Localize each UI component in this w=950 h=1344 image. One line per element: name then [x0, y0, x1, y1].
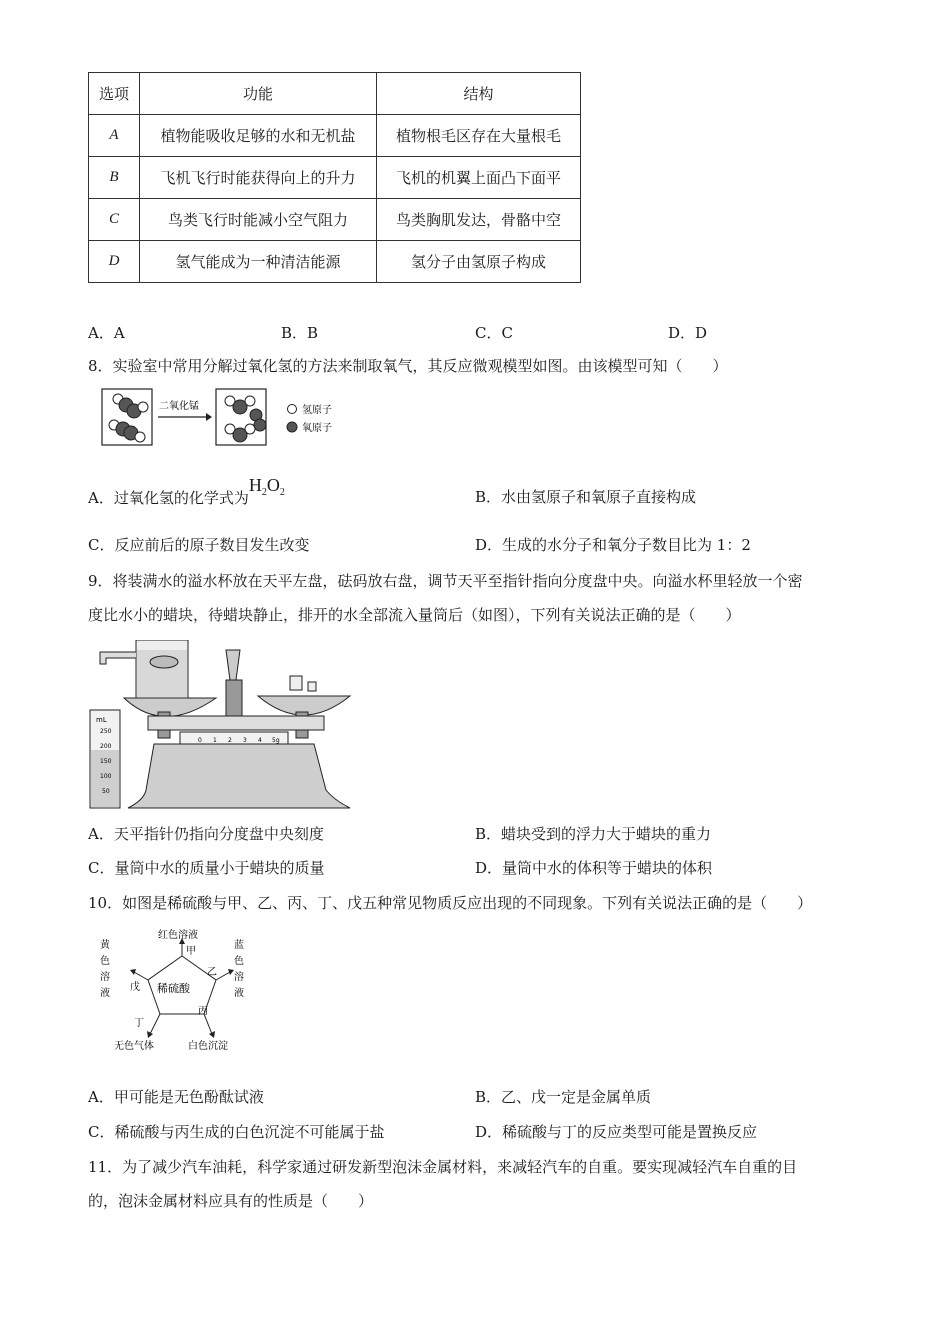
scale-tick: 2 — [228, 737, 232, 744]
scale-tick: 5g — [272, 737, 280, 744]
center-label: 稀硫酸 — [157, 982, 190, 995]
q10-option-c[interactable]: C．稀硫酸与丙生成的白色沉淀不可能属于盐 — [88, 1123, 385, 1141]
hydrogen-atom-icon — [135, 432, 145, 442]
table-cell: 植物根毛区存在大量根毛 — [377, 115, 581, 157]
legend-hydrogen-icon — [288, 405, 297, 414]
scale-tick: 0 — [198, 737, 202, 744]
table-cell: 氢分子由氢原子构成 — [377, 241, 581, 283]
measuring-cylinder — [90, 710, 120, 808]
cylinder-tick-label: 200 — [100, 743, 112, 750]
q8-option-b[interactable]: B．水由氢原子和氧原子直接构成 — [475, 488, 697, 506]
table-header: 结构 — [377, 73, 581, 115]
q8-option-a[interactable] — [88, 475, 285, 516]
legend-oxygen-icon — [287, 422, 297, 432]
q11-stem-line1: 11．为了减少汽车油耗，科学家通过研发新型泡沫金属材料，来减轻汽车的自重。要实现减轻汽车自重的目 — [88, 1158, 798, 1176]
node-ding: 丁 — [134, 1018, 144, 1029]
options-table — [88, 72, 581, 283]
arrow-head-icon — [209, 1031, 215, 1038]
cylinder-tick-label: 150 — [100, 758, 112, 765]
overflow-cup — [100, 640, 188, 698]
table-row — [89, 199, 581, 241]
table-cell: D — [89, 241, 140, 283]
arrow-bottom-right — [204, 1014, 212, 1034]
q7-option-a[interactable]: A．A — [88, 324, 125, 342]
node-yi: 乙 — [207, 967, 217, 978]
q9-balance-figure — [88, 640, 378, 812]
oxygen-atom-icon — [254, 419, 266, 431]
formula-h: H — [248, 475, 262, 495]
table-cell: A — [89, 115, 140, 157]
scale-tick: 1 — [213, 737, 217, 744]
q10-option-b[interactable]: B．乙、戊一定是金属单质 — [475, 1088, 652, 1106]
legend-hydrogen-label: 氢原子 — [302, 405, 332, 416]
legend-oxygen-label: 氧原子 — [302, 423, 332, 434]
q7-option-d[interactable]: D．D — [668, 324, 708, 342]
right-label-char: 溶 — [234, 972, 244, 983]
cylinder-tick-label: 100 — [100, 773, 112, 780]
q7-option-c[interactable]: C．C — [475, 324, 513, 342]
arrow-head-icon — [206, 413, 212, 421]
bottom-right-label: 白色沉淀 — [188, 1041, 228, 1052]
q10-option-d[interactable]: D．稀硫酸与丁的反应类型可能是置换反应 — [475, 1123, 758, 1141]
left-label-char: 色 — [100, 956, 110, 967]
formula-sub: 2 — [279, 487, 285, 498]
q9-option-a[interactable]: A．天平指针仍指向分度盘中央刻度 — [88, 825, 324, 843]
q8-option-a-text: A．过氧化氢的化学式为 — [88, 489, 249, 507]
scale-tick: 3 — [243, 737, 247, 744]
right-label-char: 色 — [234, 956, 244, 967]
table-cell: 植物能吸收足够的水和无机盐 — [140, 115, 377, 157]
cylinder-tick-label: 250 — [100, 728, 112, 735]
q7-option-b[interactable]: B．B — [281, 324, 319, 342]
catalyst-label: 二氧化锰 — [159, 401, 199, 412]
table-cell: 鸟类胸肌发达，骨骼中空 — [377, 199, 581, 241]
left-label-char: 黄 — [100, 940, 110, 951]
beam — [148, 716, 324, 730]
q9-option-c[interactable]: C．量筒中水的质量小于蜡块的质量 — [88, 859, 325, 877]
hydrogen-atom-icon — [138, 402, 148, 412]
left-label-char: 溶 — [100, 972, 110, 983]
q8-option-c[interactable]: C．反应前后的原子数目发生改变 — [88, 536, 310, 554]
table-row — [89, 241, 581, 283]
q9-stem-line2: 度比水小的蜡块，待蜡块静止，排开的水全部流入量筒后（如图），下列有关说法正确的是（ ） — [88, 606, 741, 624]
hydrogen-atom-icon — [245, 396, 255, 406]
right-label-char: 蓝 — [234, 940, 244, 951]
node-jia: 甲 — [186, 946, 196, 957]
table-header: 功能 — [140, 73, 377, 115]
q10-option-a[interactable]: A．甲可能是无色酚酞试液 — [88, 1088, 264, 1106]
right-label-char: 液 — [234, 988, 244, 999]
h2o2-formula — [248, 475, 285, 498]
arrow-head-icon — [147, 1031, 153, 1038]
table-header: 选项 — [89, 73, 140, 115]
q9-option-b[interactable]: B．蜡块受到的浮力大于蜡块的重力 — [475, 825, 712, 843]
arrow-left — [134, 972, 148, 980]
table-cell: 氢气能成为一种清洁能源 — [140, 241, 377, 283]
cylinder-unit: mL — [96, 716, 107, 724]
q8-reaction-diagram — [98, 385, 368, 450]
node-wu: 戊 — [130, 982, 140, 993]
top-label: 红色溶液 — [158, 930, 198, 941]
table-cell: 鸟类飞行时能减小空气阻力 — [140, 199, 377, 241]
weight-icon — [308, 682, 316, 691]
arrow-head-icon — [130, 969, 136, 975]
table-row — [89, 157, 581, 199]
q10-reaction-diagram — [94, 928, 254, 1056]
table-cell: C — [89, 199, 140, 241]
q10-stem: 10．如图是稀硫酸与甲、乙、丙、丁、戊五种常见物质反应出现的不同现象。下列有关说法正确的是（ ） — [88, 894, 813, 912]
hydrogen-atom-icon — [245, 424, 255, 434]
node-bing: 丙 — [198, 1006, 208, 1017]
balance-base — [128, 744, 350, 808]
formula-sub: 2 — [261, 487, 267, 498]
pointer-dial — [226, 650, 240, 680]
scale-tick: 4 — [258, 737, 262, 744]
q9-stem-line1: 9．将装满水的溢水杯放在天平左盘，砝码放右盘，调节天平至指针指向分度盘中央。向溢水杯里轻放一个密 — [88, 572, 803, 590]
table-cell: 飞机的机翼上面凸下面平 — [377, 157, 581, 199]
weight-icon — [290, 676, 302, 690]
arrow-right — [216, 972, 230, 980]
arrow-bottom-left — [150, 1014, 160, 1034]
left-label-char: 液 — [100, 988, 110, 999]
bottom-left-label: 无色气体 — [114, 1041, 154, 1052]
table-cell: 飞机飞行时能获得向上的升力 — [140, 157, 377, 199]
q8-stem: 8．实验室中常用分解过氧化氢的方法来制取氧气，其反应微观模型如图。由该模型可知（ ） — [88, 357, 728, 375]
formula-o: O — [266, 475, 280, 495]
q8-option-d[interactable]: D．生成的水分子和氧分子数目比为 1：2 — [475, 536, 751, 554]
center-pillar — [226, 680, 242, 720]
table-row — [89, 115, 581, 157]
q11-stem-line2: 的，泡沫金属材料应具有的性质是（ ） — [88, 1192, 374, 1210]
table-cell: B — [89, 157, 140, 199]
cylinder-tick-label: 50 — [102, 788, 110, 795]
q9-option-d[interactable]: D．量筒中水的体积等于蜡块的体积 — [475, 859, 713, 877]
table-header-row — [89, 73, 581, 115]
